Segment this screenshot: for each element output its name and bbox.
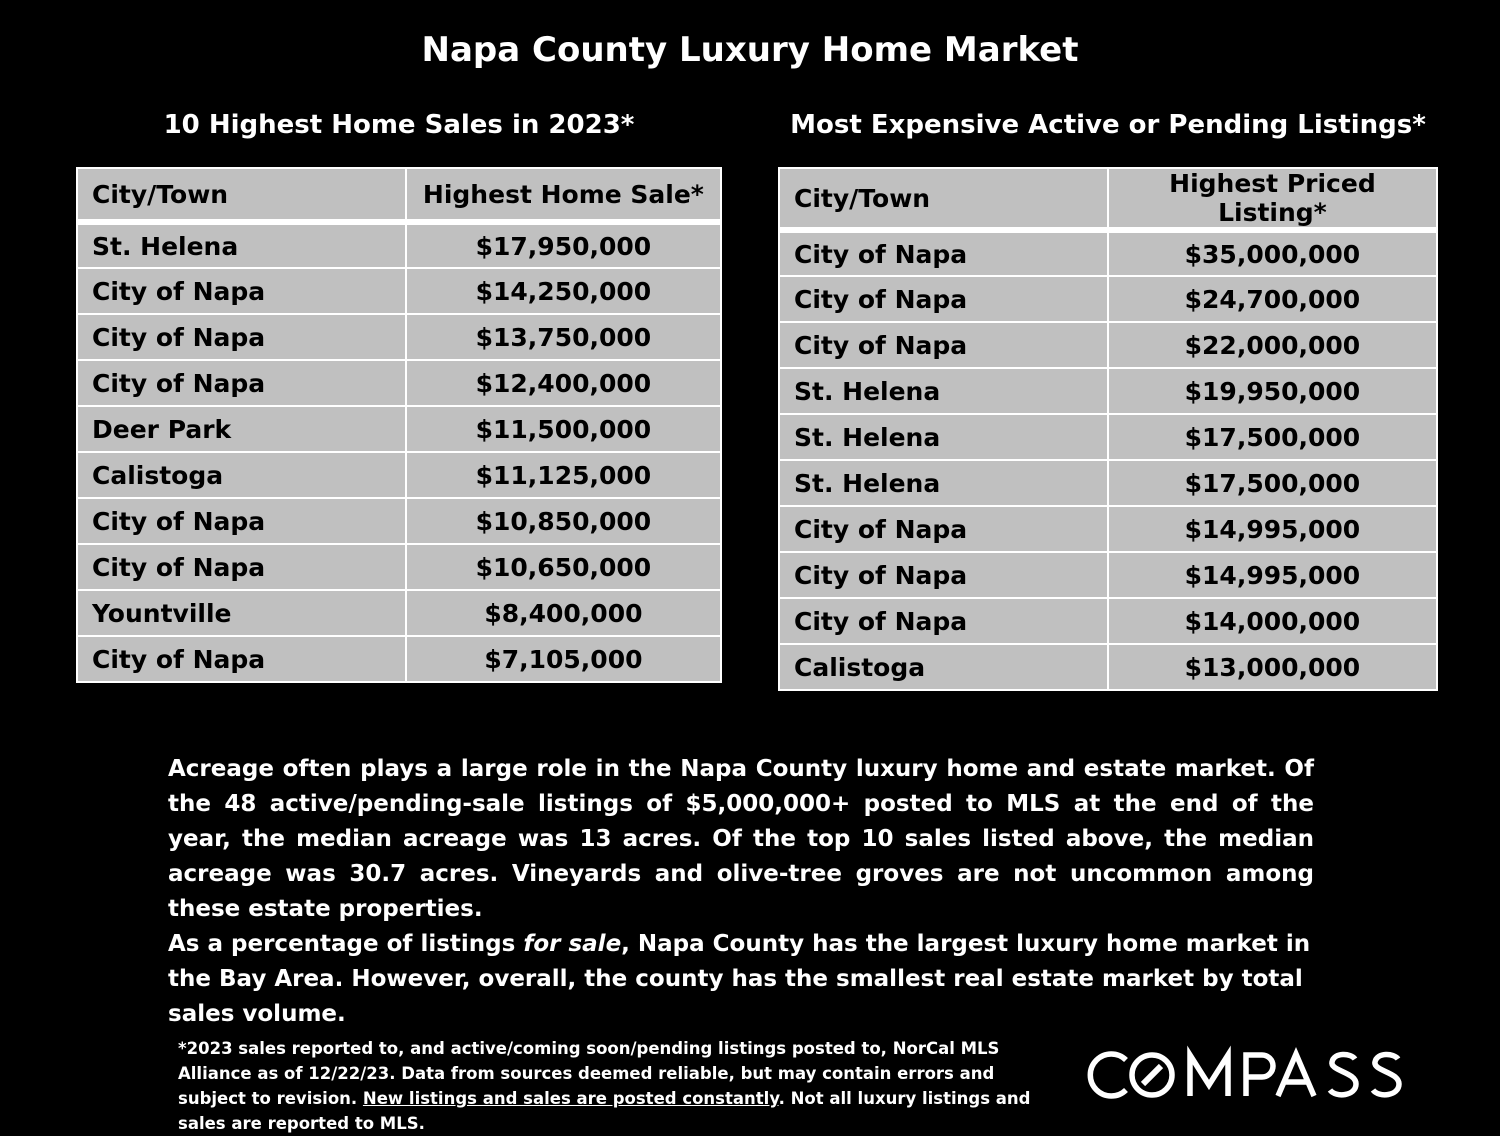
footnote-tail: . Not all luxury listings and sales are reported to MLS.: [178, 1089, 1031, 1133]
price-cell: $8,400,000: [406, 590, 721, 636]
header-city: City/Town: [779, 168, 1108, 230]
city-cell: Yountville: [77, 590, 406, 636]
priciest-listings-table: [778, 167, 1438, 691]
page-title: Napa County Luxury Home Market: [421, 30, 1079, 70]
price-cell: $11,125,000: [406, 452, 721, 498]
price-cell: $14,250,000: [406, 268, 721, 314]
city-cell: City of Napa: [779, 276, 1108, 322]
price-cell: $12,400,000: [406, 360, 721, 406]
header-value: Highest Home Sale*: [406, 168, 721, 222]
table-row: [77, 406, 721, 452]
table-row: [779, 644, 1437, 690]
footnote: [178, 1036, 1058, 1136]
acreage-paragraph: Acreage often plays a large role in the Napa County luxury home and estate market. Of the 48 active/pending-sale listings of $5,000,000+ posted to MLS at the end of the year, the median acreage was 13 acres. Of the top 10 sales listed above, the median acreage was 30.7 acres. Vineyards and olive-tree groves are not uncommon among these estate properties.: [168, 756, 1314, 922]
right-table-subtitle: Most Expensive Active or Pending Listings*: [790, 110, 1426, 140]
city-cell: Deer Park: [77, 406, 406, 452]
emphasis-text: for sale: [523, 931, 622, 957]
city-cell: City of Napa: [77, 544, 406, 590]
table-header-row: [779, 168, 1437, 230]
paragraph-text: , Napa County has the largest luxury home market in the Bay Area. However, overall, the county has the smallest real estate market by total sales volume.: [168, 931, 1311, 1027]
city-cell: City of Napa: [779, 598, 1108, 644]
highest-sales-table: [76, 167, 722, 683]
price-cell: $14,995,000: [1108, 506, 1437, 552]
table-row: [77, 590, 721, 636]
table-row: [779, 552, 1437, 598]
table-row: [779, 368, 1437, 414]
city-cell: City of Napa: [779, 230, 1108, 276]
table-row: [77, 222, 721, 268]
city-cell: City of Napa: [779, 552, 1108, 598]
footnote-underlined-text: New listings and sales are posted constantly: [362, 1089, 779, 1108]
paragraph-text: As a percentage of listings: [168, 931, 524, 957]
city-cell: City of Napa: [77, 636, 406, 682]
city-cell: St. Helena: [779, 368, 1108, 414]
city-cell: Calistoga: [779, 644, 1108, 690]
table-row: [779, 460, 1437, 506]
city-cell: City of Napa: [77, 498, 406, 544]
city-cell: City of Napa: [77, 360, 406, 406]
city-cell: Calistoga: [77, 452, 406, 498]
city-cell: City of Napa: [77, 268, 406, 314]
price-cell: $11,500,000: [406, 406, 721, 452]
price-cell: $13,000,000: [1108, 644, 1437, 690]
price-cell: $14,000,000: [1108, 598, 1437, 644]
price-cell: $10,850,000: [406, 498, 721, 544]
city-cell: St. Helena: [77, 222, 406, 268]
table-row: [779, 230, 1437, 276]
table-row: [77, 544, 721, 590]
compass-logo: [1080, 1040, 1410, 1110]
city-cell: City of Napa: [779, 506, 1108, 552]
price-cell: $7,105,000: [406, 636, 721, 682]
header-city: City/Town: [77, 168, 406, 222]
city-cell: St. Helena: [779, 460, 1108, 506]
footnote-text: *2023 sales reported to, and active/coming soon/pending listings posted to, NorCal MLS Alliance as of 12/22/23. Data from sources deemed reliable, but may contain errors and subject to revision.: [178, 1039, 1000, 1108]
price-cell: $13,750,000: [406, 314, 721, 360]
table-header-row: [77, 168, 721, 222]
price-cell: $14,995,000: [1108, 552, 1437, 598]
table-row: [77, 268, 721, 314]
city-cell: City of Napa: [779, 322, 1108, 368]
table-row: [77, 314, 721, 360]
header-value: Highest Priced Listing*: [1108, 168, 1437, 230]
price-cell: $17,950,000: [406, 222, 721, 268]
city-cell: City of Napa: [77, 314, 406, 360]
table-row: [779, 276, 1437, 322]
table-row: [779, 506, 1437, 552]
price-cell: $10,650,000: [406, 544, 721, 590]
table-row: [77, 636, 721, 682]
price-cell: $19,950,000: [1108, 368, 1437, 414]
table-row: [779, 322, 1437, 368]
left-table-subtitle: 10 Highest Home Sales in 2023*: [163, 110, 635, 140]
price-cell: $24,700,000: [1108, 276, 1437, 322]
price-cell: $22,000,000: [1108, 322, 1437, 368]
table-row: [77, 452, 721, 498]
price-cell: $17,500,000: [1108, 460, 1437, 506]
market-share-paragraph: [168, 927, 1314, 1032]
table-row: [779, 414, 1437, 460]
table-row: [779, 598, 1437, 644]
price-cell: $17,500,000: [1108, 414, 1437, 460]
table-row: [77, 360, 721, 406]
city-cell: St. Helena: [779, 414, 1108, 460]
price-cell: $35,000,000: [1108, 230, 1437, 276]
table-row: [77, 498, 721, 544]
